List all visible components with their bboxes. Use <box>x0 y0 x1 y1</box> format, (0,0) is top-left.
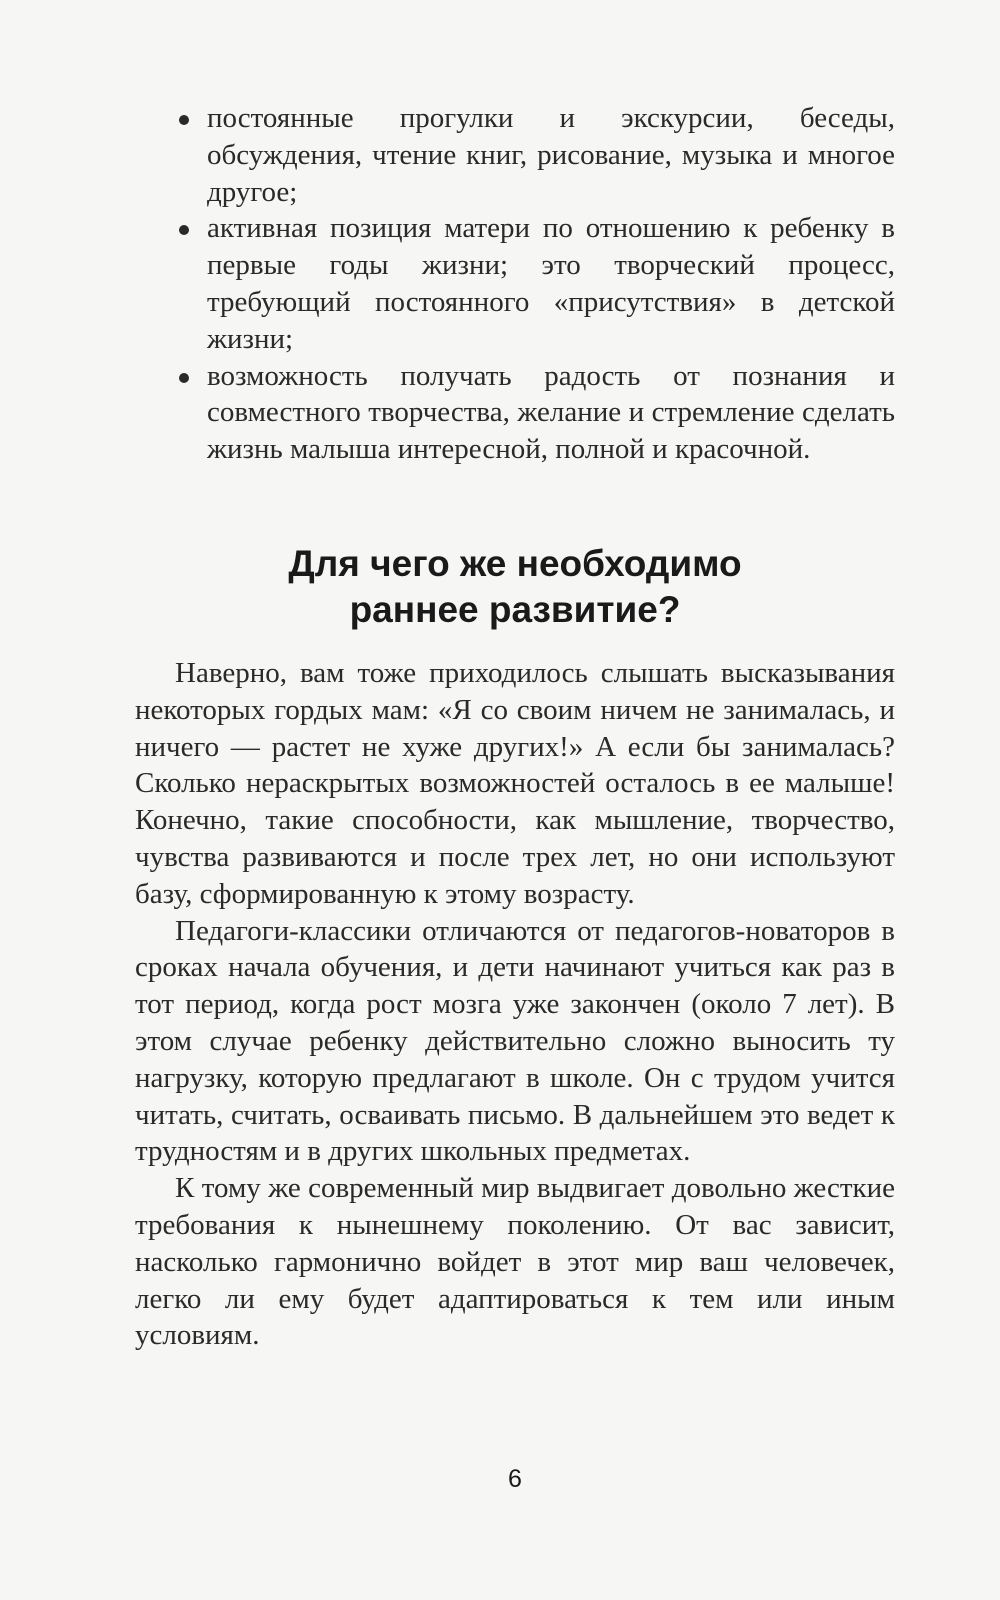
paragraph: К тому же современный мир выдвигает довольно жесткие требования к нынешнему поколению. От вас зависит, насколько гармонично войдет в этот мир ваш человечек, легко ли ему будет адаптироваться к тем или иным условиям. <box>135 1172 895 1352</box>
paragraph: Наверно, вам тоже приходилось слышать высказывания некоторых гордых мам: «Я со своим ничем не занималась, и ничего — растет не хуже других!» А если бы занималась? Сколько нераскрытых возможностей осталось в ее малыше! Конечно, такие способности, как мышление, творчество, чувства развиваются и после трех лет, но они используют базу, сформированную к этому возрасту. <box>135 657 895 910</box>
bullet-item <box>135 358 895 468</box>
bullet-list <box>135 100 895 468</box>
bullet-text: постоянные прогулки и экскурсии, беседы, обсуждения, чтение книг, рисование, музыка и многое другое; <box>207 102 895 208</box>
page-number: 6 <box>508 1465 522 1493</box>
bullet-dot-icon <box>179 373 189 383</box>
section-heading <box>135 541 895 633</box>
body-text <box>135 655 895 1354</box>
bullet-text: активная позиция матери по отношению к ребенку в первые годы жизни; это творческий процесс, требующий постоянного «присутствия» в детской жизни; <box>207 212 895 355</box>
bullet-item <box>135 210 895 357</box>
section-heading-line: Для чего же необходимо <box>288 543 742 584</box>
bullet-dot-icon <box>179 115 189 125</box>
section-heading-line: раннее развитие? <box>349 589 681 630</box>
bullet-dot-icon <box>179 225 189 235</box>
paragraph: Педагоги-классики отличаются от педагогов-новаторов в сроках начала обучения, и дети начинают учиться как раз в тот период, когда рост мозга уже закончен (около 7 лет). В этом случае ребенку действительно сложно выносить ту нагрузку, которую предлагают в школе. Он с трудом учится читать, считать, осваивать письмо. В дальнейшем это ведет к трудностям и в других школьных предметах. <box>135 914 895 1168</box>
bullet-item <box>135 100 895 210</box>
bullet-text: возможность получать радость от познания и совместного творчества, желание и стремление сделать жизнь малыша интересной, полной и красочной. <box>207 359 895 466</box>
